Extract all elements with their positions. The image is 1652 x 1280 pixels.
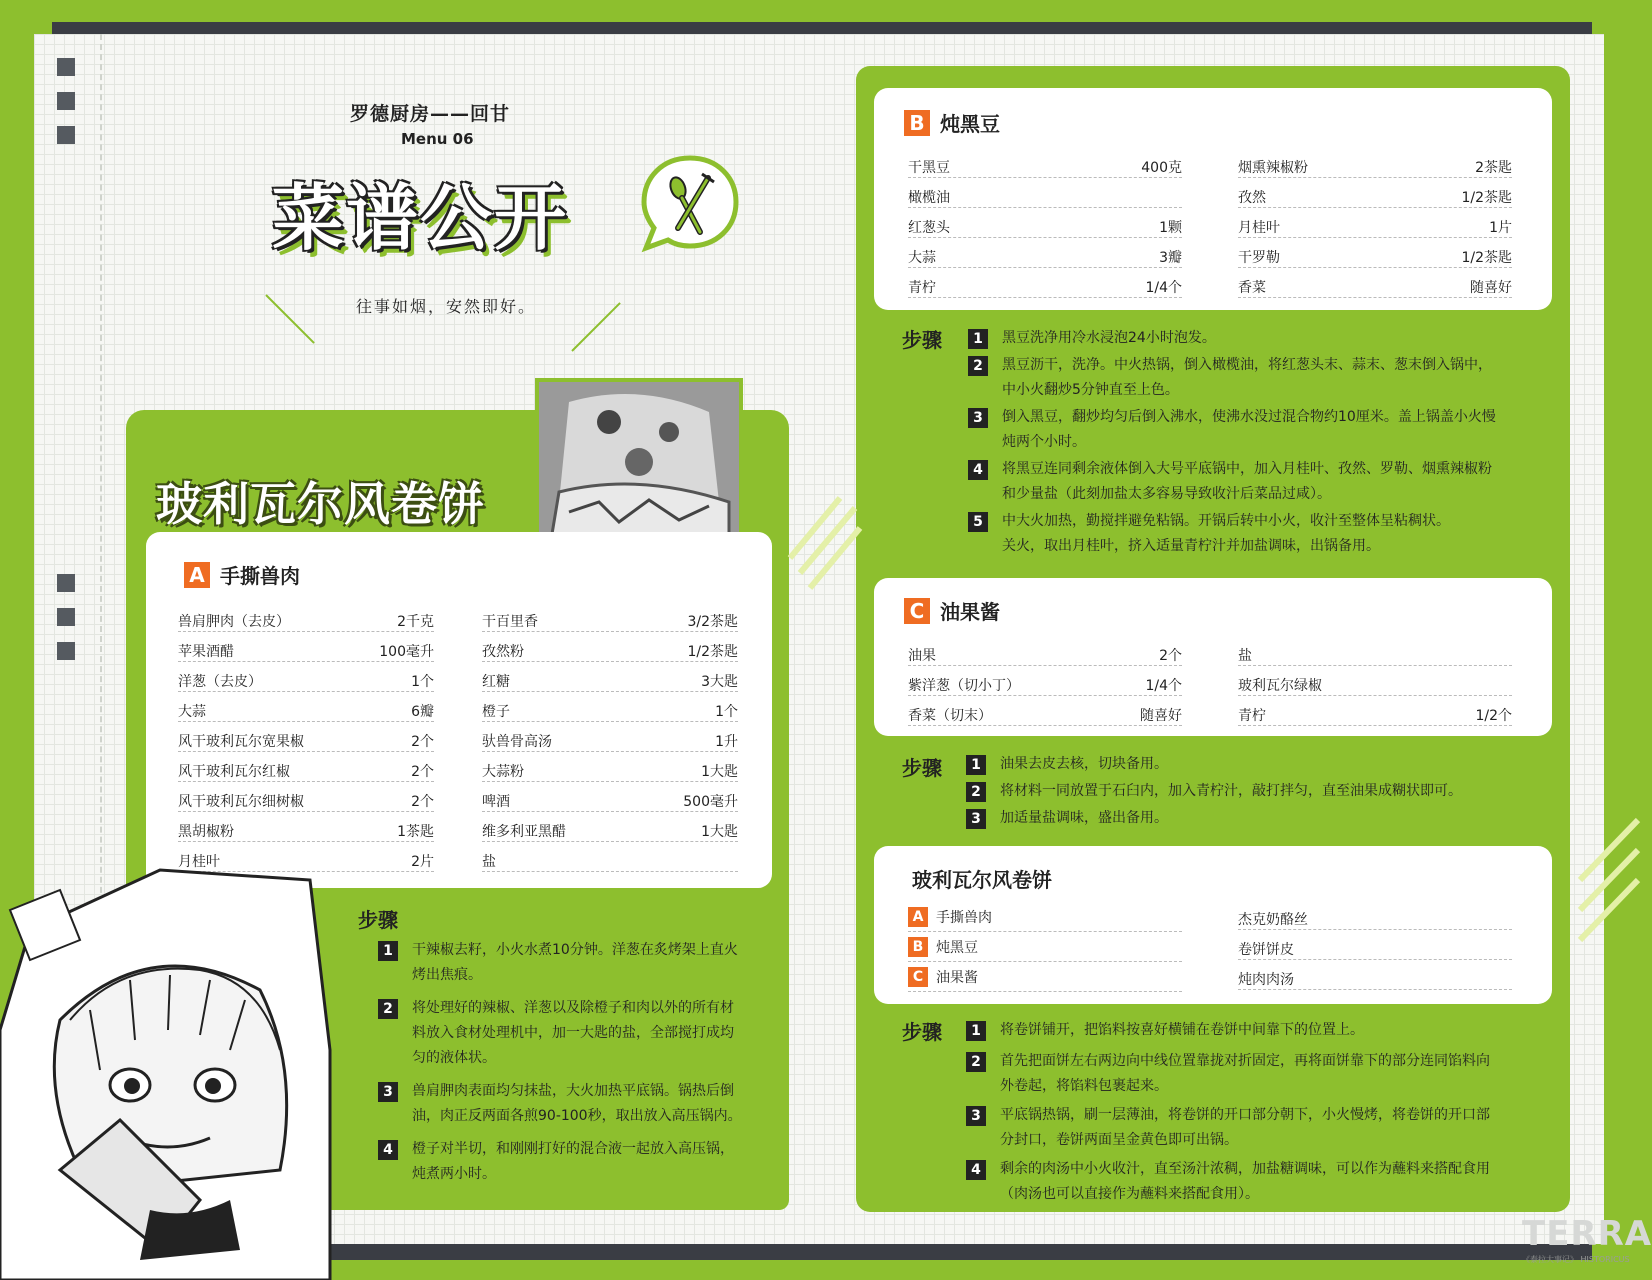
- ingredient-name: 红葱头: [908, 220, 950, 236]
- ingredient-qty: 3瓣: [1159, 250, 1182, 266]
- ingredient-qty: 1/2茶匙: [687, 644, 738, 660]
- ingredients-list-c-right: [1238, 636, 1512, 726]
- ingredient-qty: 2片: [411, 854, 434, 870]
- section-b-header: [904, 108, 1000, 137]
- ingredient-qty: 2个: [1159, 648, 1182, 664]
- component-name: 炖肉肉汤: [1238, 972, 1294, 988]
- ingredient-name: 紫洋葱（切小丁）: [908, 678, 1020, 694]
- ingredient-name: 香菜（切末）: [908, 708, 992, 724]
- ingredient-qty: 1大匙: [701, 764, 738, 780]
- ingredient-name: 维多利亚黑醋: [482, 824, 566, 840]
- ingredient-name: 盐: [1238, 648, 1252, 664]
- steps-label-a: 步骤: [358, 908, 398, 932]
- ingredient-name: 黑胡椒粉: [178, 824, 234, 840]
- step-item: 1 油果去皮去核，切块备用。: [966, 752, 1546, 777]
- section-badge: B: [904, 110, 930, 136]
- binder-square: [57, 58, 75, 76]
- step-item: 3 倒入黑豆，翻炒均匀后倒入沸水，使沸水没过混合物约10厘米。盖上锅盖小火慢 炖两个小时。: [968, 405, 1548, 455]
- deco-stripes: [790, 498, 860, 588]
- ingredient-name: 大蒜粉: [482, 764, 524, 780]
- binder-square: [57, 126, 75, 144]
- ingredient-name: 干黑豆: [908, 160, 950, 176]
- ingredient-name: 孜然粉: [482, 644, 524, 660]
- ingredients-list-c-left: [908, 636, 1182, 726]
- step-item: 3 平底锅热锅，刷一层薄油，将卷饼的开口部分朝下，小火慢烤，将卷饼的开口部 分封口，卷饼两面呈金黄色即可出锅。: [966, 1103, 1546, 1153]
- ingredient-qty: 1/2茶匙: [1461, 250, 1512, 266]
- component-name: 卷饼饼皮: [1238, 942, 1294, 958]
- dish-title: 玻利瓦尔风卷饼: [156, 477, 485, 531]
- ingredient-name: 风干玻利瓦尔宽果椒: [178, 734, 304, 750]
- ingredient-qty: 2个: [411, 734, 434, 750]
- ingredient-name: 油果: [908, 648, 936, 664]
- ingredient-name: 风干玻利瓦尔细树椒: [178, 794, 304, 810]
- component-badge: A: [908, 907, 928, 927]
- ingredient-qty: 1/4个: [1145, 678, 1182, 694]
- ingredient-qty: 随喜好: [1470, 280, 1512, 296]
- section-title: 手撕兽肉: [220, 564, 300, 588]
- ingredient-name: 青柠: [908, 280, 936, 296]
- ingredient-qty: 2个: [411, 794, 434, 810]
- ingredient-qty: 2千克: [397, 614, 434, 630]
- ingredient-name: 玻利瓦尔绿椒: [1238, 678, 1322, 694]
- ingredient-qty: 1茶匙: [397, 824, 434, 840]
- step-item: 1 将卷饼铺开，把馅料按喜好横铺在卷饼中间靠下的位置上。: [966, 1018, 1546, 1043]
- step-item: 1 干辣椒去籽，小火水煮10分钟。洋葱在炙烤架上直火 烤出焦痕。: [378, 938, 778, 988]
- ingredient-name: 啤酒: [482, 794, 510, 810]
- component-name: 杰克奶酪丝: [1238, 912, 1308, 928]
- ingredient-qty: 100毫升: [379, 644, 434, 660]
- terra-watermark-sub: 《泰拉大事记》 HISTORICUS: [1522, 1255, 1630, 1264]
- ingredients-list-b-left: [908, 148, 1182, 298]
- ingredient-name: 干百里香: [482, 614, 538, 630]
- step-item: 4 橙子对半切，和刚刚打好的混合液一起放入高压锅， 炖煮两小时。: [378, 1137, 778, 1187]
- step-item: 4 将黑豆连同剩余液体倒入大号平底锅中，加入月桂叶、孜然、罗勒、烟熏辣椒粉 和少量盐（此刻加盐太多容易导致收汁后菜品过咸）。: [968, 457, 1548, 507]
- components-list-right: [1238, 900, 1512, 990]
- ingredient-qty: 3/2茶匙: [687, 614, 738, 630]
- ingredient-qty: 1/4个: [1145, 280, 1182, 296]
- ingredient-qty: 1/2茶匙: [1461, 190, 1512, 206]
- step-item: 5 中大火加热，勤搅拌避免粘锅。开锅后转中小火，收汁至整体呈粘稠状。 关火，取出月桂叶，挤入适量青柠汁并加盐调味，出锅备用。: [968, 509, 1548, 559]
- component-name: 手撕兽肉: [936, 909, 992, 926]
- ingredient-name: 大蒜: [178, 704, 206, 720]
- ingredient-name: 兽肩胛肉（去皮）: [178, 614, 290, 630]
- ingredient-qty: 3大匙: [701, 674, 738, 690]
- ingredient-qty: 500毫升: [683, 794, 738, 810]
- ingredient-qty: 1/2个: [1475, 708, 1512, 724]
- deco-stripes: [1580, 820, 1638, 940]
- section-title: 油果酱: [940, 600, 1000, 624]
- ingredient-name: 橙子: [482, 704, 510, 720]
- steps-list-b: [968, 326, 1548, 559]
- steps-list-a: [378, 938, 778, 1187]
- ingredient-name: 洋葱（去皮）: [178, 674, 262, 690]
- step-item: 2 黑豆沥干，洗净。中火热锅，倒入橄榄油，将红葱头末、蒜末、葱末倒入锅中， 中小火翻炒5分钟直至上色。: [968, 353, 1548, 403]
- page-motto: 往事如烟，安然即好。: [356, 297, 537, 316]
- ingredient-name: 盐: [482, 854, 496, 870]
- ingredient-name: 香菜: [1238, 280, 1266, 296]
- section-c-header: [904, 596, 1000, 625]
- section-a-header: [184, 560, 300, 589]
- ingredient-qty: 6瓣: [411, 704, 434, 720]
- ingredient-name: 烟熏辣椒粉: [1238, 160, 1308, 176]
- step-item: 3 加适量盐调味，盛出备用。: [966, 806, 1546, 831]
- ingredient-qty: 随喜好: [1140, 708, 1182, 724]
- ingredient-qty: 400克: [1141, 160, 1182, 176]
- ingredient-name: 大蒜: [908, 250, 936, 266]
- ingredient-name: 孜然: [1238, 190, 1266, 206]
- ingredient-qty: 1片: [1489, 220, 1512, 236]
- step-item: 3 兽肩胛肉表面均匀抹盐，大火加热平底锅。锅热后倒 油，肉正反两面各煎90-100秒，取出放入高压锅内。: [378, 1079, 778, 1129]
- section-badge: A: [184, 562, 210, 588]
- ingredient-name: 干罗勒: [1238, 250, 1280, 266]
- ingredient-name: 苹果酒醋: [178, 644, 234, 660]
- terra-watermark: TERRA: [1522, 1214, 1652, 1254]
- ingredient-name: 驮兽骨高汤: [482, 734, 552, 750]
- ingredients-list-a-right: [482, 602, 738, 872]
- component-name: 炖黑豆: [936, 939, 978, 956]
- ingredient-qty: 1颗: [1159, 220, 1182, 236]
- ingredient-qty: 2个: [411, 764, 434, 780]
- binder-square: [57, 574, 75, 592]
- ingredients-list-b-right: [1238, 148, 1512, 298]
- step-item: 2 将处理好的辣椒、洋葱以及除橙子和肉以外的所有材 料放入食材处理机中，加一大匙的盐，全部搅打成均 匀的液体状。: [378, 996, 778, 1071]
- steps-label-b: 步骤: [902, 328, 942, 352]
- components-list-left: [908, 902, 1182, 992]
- menu-number: Menu 06: [401, 130, 474, 148]
- ingredient-name: 风干玻利瓦尔红椒: [178, 764, 290, 780]
- step-item: 2 首先把面饼左右两边向中线位置靠拢对折固定，再将面饼靠下的部分连同馅料向 外卷起，将馅料包裹起来。: [966, 1049, 1546, 1099]
- page-title: 菜谱公开: [272, 176, 569, 260]
- ingredient-name: 橄榄油: [908, 190, 950, 206]
- component-name: 油果酱: [936, 969, 978, 986]
- binder-square: [57, 642, 75, 660]
- ingredient-qty: 2茶匙: [1475, 160, 1512, 176]
- step-item: 2 将材料一同放置于石臼内，加入青柠汁，敲打拌匀，直至油果成糊状即可。: [966, 779, 1546, 804]
- section-title: 炖黑豆: [940, 112, 1000, 136]
- ingredient-name: 月桂叶: [1238, 220, 1280, 236]
- steps-label-final: 步骤: [902, 1020, 942, 1044]
- ingredient-name: 月桂叶: [178, 854, 220, 870]
- component-badge: C: [908, 967, 928, 987]
- component-badge: B: [908, 937, 928, 957]
- step-item: 1 黑豆洗净用冷水浸泡24小时泡发。: [968, 326, 1548, 351]
- ingredient-name: 红糖: [482, 674, 510, 690]
- step-item: 4 剩余的肉汤中小火收汁，直至汤汁浓稠，加盐糖调味，可以作为蘸料来搭配食用 （肉汤也可以直接作为蘸料来搭配食用）。: [966, 1157, 1546, 1207]
- ingredient-qty: 1升: [715, 734, 738, 750]
- binder-square: [57, 608, 75, 626]
- ingredient-qty: 1个: [411, 674, 434, 690]
- page-subtitle: 罗德厨房——回甘: [350, 103, 511, 125]
- steps-list-final: [966, 1018, 1546, 1207]
- manga-character-illustration: [0, 870, 330, 1280]
- final-title: 玻利瓦尔风卷饼: [912, 868, 1052, 892]
- ingredient-name: 青柠: [1238, 708, 1266, 724]
- ingredient-qty: 1个: [715, 704, 738, 720]
- section-badge: C: [904, 598, 930, 624]
- fork-spoon-bubble-icon: [638, 152, 742, 256]
- ingredients-list-a-left: [178, 602, 434, 872]
- ingredient-qty: 1大匙: [701, 824, 738, 840]
- binder-square: [57, 92, 75, 110]
- steps-label-c: 步骤: [902, 756, 942, 780]
- steps-list-c: [966, 752, 1546, 831]
